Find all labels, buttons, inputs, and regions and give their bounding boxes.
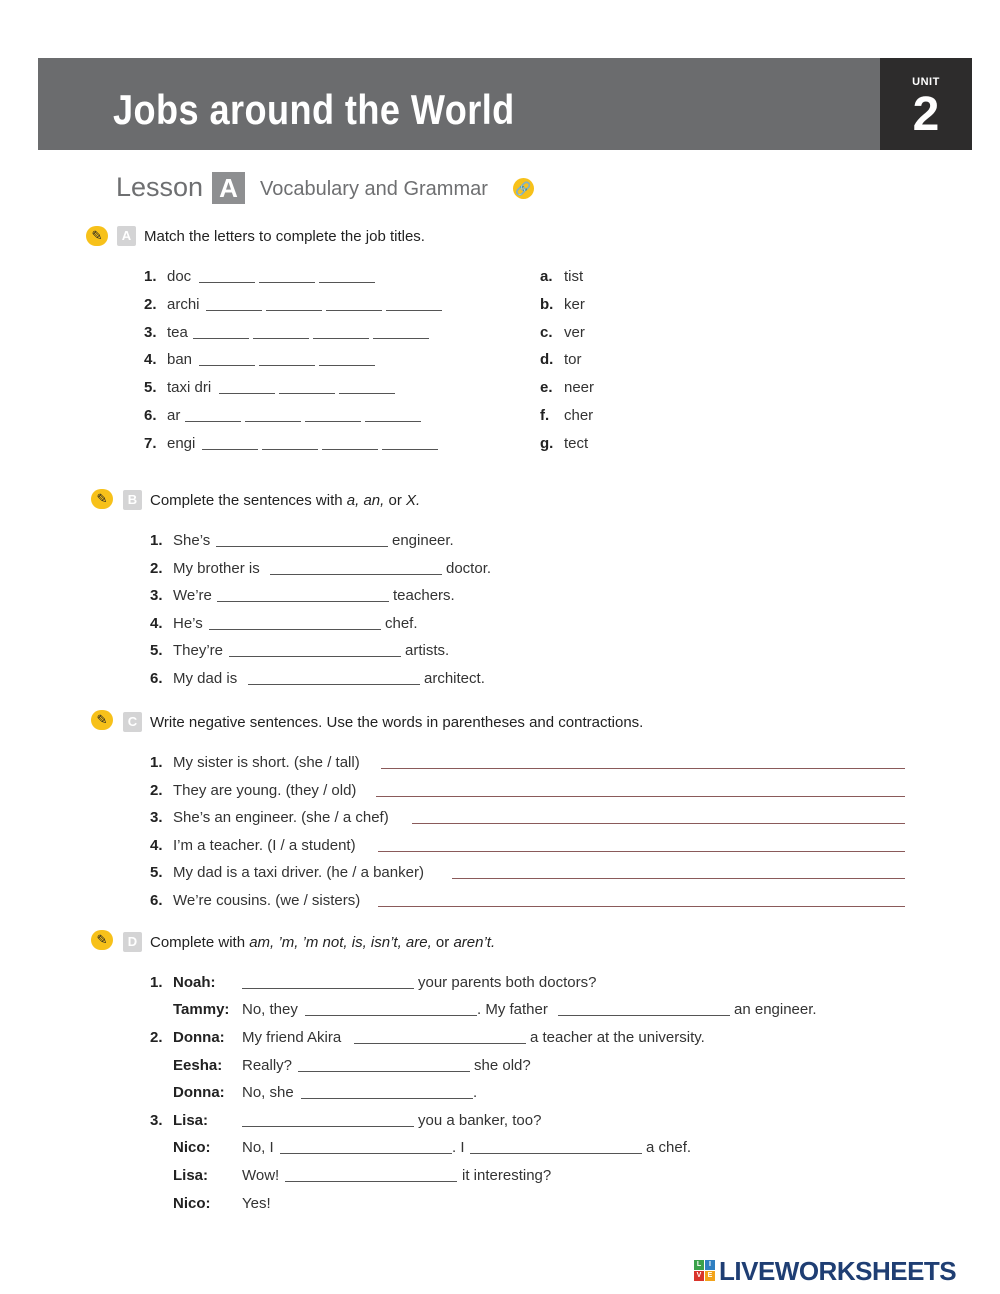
- answer-blank[interactable]: [262, 449, 318, 450]
- answer-blank[interactable]: [206, 310, 262, 311]
- answer-blank[interactable]: [253, 338, 309, 339]
- item-number: 3.: [150, 809, 163, 826]
- answer-blank[interactable]: [339, 393, 395, 394]
- prompt-text: They are young. (they / old): [173, 782, 357, 799]
- answer-blank[interactable]: [301, 1098, 473, 1099]
- option-letter: f.: [540, 407, 550, 424]
- lesson-letter: A: [212, 172, 245, 204]
- answer-blank[interactable]: [319, 365, 375, 366]
- dialog-text: an engineer.: [734, 1001, 817, 1018]
- answer-blank[interactable]: [270, 574, 442, 575]
- option-text: tist: [564, 268, 584, 285]
- answer-blank[interactable]: [242, 988, 414, 989]
- section-b-letter: B: [123, 490, 142, 510]
- dialog-text: No, I: [242, 1139, 274, 1156]
- item-number: 2.: [144, 296, 157, 313]
- speaker-name: Lisa:: [173, 1167, 209, 1184]
- item-number: 4.: [144, 351, 157, 368]
- dialog-text: it interesting?: [462, 1167, 552, 1184]
- answer-line[interactable]: [378, 851, 905, 852]
- dialog-text: your parents both doctors?: [418, 974, 597, 991]
- answer-blank[interactable]: [279, 393, 335, 394]
- lesson-subtitle: Vocabulary and Grammar: [260, 178, 488, 200]
- answer-blank[interactable]: [322, 449, 378, 450]
- prompt-text: She’s an engineer. (she / a chef): [173, 809, 389, 826]
- sentence-end: artists.: [405, 642, 450, 659]
- speaker-name: Nico:: [173, 1139, 211, 1156]
- answer-blank[interactable]: [298, 1071, 470, 1072]
- section-c-letter: C: [123, 712, 142, 732]
- unit-label: UNIT: [912, 76, 940, 88]
- answer-blank[interactable]: [199, 282, 255, 283]
- item-number: 1.: [144, 268, 157, 285]
- prompt-text: I’m a teacher. (I / a student): [173, 837, 356, 854]
- answer-blank[interactable]: [185, 421, 241, 422]
- section-a-letter: A: [117, 226, 136, 246]
- liveworksheets-logo-icon: L I V E: [694, 1260, 716, 1282]
- answer-blank[interactable]: [219, 393, 275, 394]
- option-letter: d.: [540, 351, 554, 368]
- item-number: 5.: [150, 864, 163, 881]
- option-letter: b.: [540, 296, 554, 313]
- option-text: neer: [564, 379, 595, 396]
- dialog-text: No, they: [242, 1001, 298, 1018]
- lesson-word: Lesson: [116, 172, 204, 202]
- prompt-text: My dad is a taxi driver. (he / a banker): [173, 864, 424, 881]
- item-number: 1.: [150, 532, 163, 549]
- sentence-start: We’re: [173, 587, 212, 604]
- edit-icon[interactable]: ✎: [91, 930, 113, 950]
- answer-line[interactable]: [452, 878, 905, 879]
- unit-number: 2: [912, 88, 940, 141]
- option-letter: e.: [540, 379, 553, 396]
- item-number: 4.: [150, 837, 163, 854]
- dialog-text: a chef.: [646, 1139, 692, 1156]
- answer-blank[interactable]: [216, 546, 388, 547]
- speaker-name: Tammy:: [173, 1001, 230, 1018]
- word-stem: archi: [167, 296, 200, 313]
- option-letter: a.: [540, 268, 553, 285]
- answer-blank[interactable]: [209, 629, 381, 630]
- word-stem: taxi dri: [167, 379, 212, 396]
- page-title: Jobs around the World: [113, 86, 515, 133]
- answer-blank[interactable]: [305, 1015, 477, 1016]
- edit-icon[interactable]: ✎: [86, 226, 108, 246]
- dialog-text: My friend Akira: [242, 1029, 342, 1046]
- dialog-text: No, she: [242, 1084, 294, 1101]
- answer-blank[interactable]: [280, 1153, 452, 1154]
- sentence-end: engineer.: [392, 532, 454, 549]
- dialog-text: . My father: [477, 1001, 548, 1018]
- section-b-instruction: Complete the sentences with a, an, or X.: [150, 492, 421, 509]
- option-letter: c.: [540, 324, 553, 341]
- section-a-instruction: Match the letters to complete the job titles.: [144, 228, 425, 245]
- answer-blank[interactable]: [354, 1043, 526, 1044]
- prompt-text: My sister is short. (she / tall): [173, 754, 360, 771]
- answer-blank[interactable]: [199, 365, 255, 366]
- dialog-text: Yes!: [242, 1195, 271, 1212]
- dialog-text: . I: [452, 1139, 465, 1156]
- word-stem: engi: [167, 435, 196, 452]
- item-number: 3.: [144, 324, 157, 341]
- item-number: 2.: [150, 1029, 163, 1046]
- answer-blank[interactable]: [266, 310, 322, 311]
- edit-icon[interactable]: ✎: [91, 710, 113, 730]
- dialog-text: you a banker, too?: [418, 1112, 542, 1129]
- answer-line[interactable]: [376, 796, 905, 797]
- speaker-name: Donna:: [173, 1029, 225, 1046]
- answer-blank[interactable]: [558, 1015, 730, 1016]
- answer-blank[interactable]: [248, 684, 420, 685]
- option-letter: g.: [540, 435, 554, 452]
- item-number: 6.: [144, 407, 157, 424]
- answer-blank[interactable]: [245, 421, 301, 422]
- dialog-text: Wow!: [242, 1167, 280, 1184]
- speaker-name: Lisa:: [173, 1112, 209, 1129]
- section-d-letter: D: [123, 932, 142, 952]
- dialog-text: she old?: [474, 1057, 531, 1074]
- answer-blank[interactable]: [217, 601, 389, 602]
- answer-blank[interactable]: [373, 338, 429, 339]
- edit-icon[interactable]: ✎: [91, 489, 113, 509]
- link-icon[interactable]: 🔗: [513, 178, 534, 199]
- word-stem: tea: [167, 324, 188, 341]
- sentence-end: chef.: [385, 615, 418, 632]
- item-number: 5.: [144, 379, 157, 396]
- answer-blank[interactable]: [259, 365, 315, 366]
- answer-line[interactable]: [412, 823, 905, 824]
- item-number: 6.: [150, 892, 163, 909]
- speaker-name: Eesha:: [173, 1057, 223, 1074]
- option-text: ker: [564, 296, 585, 313]
- answer-blank[interactable]: [319, 282, 375, 283]
- answer-blank[interactable]: [259, 282, 315, 283]
- item-number: 1.: [150, 754, 163, 771]
- footer-brand[interactable]: LIVEWORKSHEETS: [719, 1256, 957, 1286]
- answer-blank[interactable]: [326, 310, 382, 311]
- word-stem: ar: [167, 407, 181, 424]
- dialog-text: Really?: [242, 1057, 293, 1074]
- answer-line[interactable]: [381, 768, 905, 769]
- dialog-text: .: [473, 1084, 478, 1101]
- answer-blank[interactable]: [229, 656, 401, 657]
- item-number: 1.: [150, 974, 163, 991]
- answer-blank[interactable]: [470, 1153, 642, 1154]
- sentence-start: They’re: [173, 642, 224, 659]
- item-number: 3.: [150, 1112, 163, 1129]
- answer-blank[interactable]: [242, 1126, 414, 1127]
- answer-blank[interactable]: [313, 338, 369, 339]
- answer-blank[interactable]: [193, 338, 249, 339]
- sentence-start: My brother is: [173, 560, 260, 577]
- dialog-text: a teacher at the university.: [530, 1029, 705, 1046]
- sentence-start: He’s: [173, 615, 203, 632]
- prompt-text: We’re cousins. (we / sisters): [173, 892, 361, 909]
- section-d-instruction: Complete with am, ’m, ’m not, is, isn’t, are, or aren’t.: [150, 934, 496, 951]
- speaker-name: Nico:: [173, 1195, 211, 1212]
- answer-blank[interactable]: [365, 421, 421, 422]
- option-text: ver: [564, 324, 585, 341]
- answer-blank[interactable]: [386, 310, 442, 311]
- unit-badge: [880, 58, 972, 150]
- answer-blank[interactable]: [202, 449, 258, 450]
- speaker-name: Noah:: [173, 974, 216, 991]
- word-stem: doc: [167, 268, 192, 285]
- item-number: 6.: [150, 670, 163, 687]
- sentence-end: teachers.: [393, 587, 455, 604]
- sentence-end: architect.: [424, 670, 485, 687]
- answer-line[interactable]: [378, 906, 905, 907]
- section-c-instruction: Write negative sentences. Use the words in parentheses and contractions.: [150, 714, 644, 731]
- option-text: tect: [564, 435, 589, 452]
- item-number: 3.: [150, 587, 163, 604]
- word-stem: ban: [167, 351, 193, 368]
- answer-blank[interactable]: [285, 1181, 457, 1182]
- item-number: 5.: [150, 642, 163, 659]
- speaker-name: Donna:: [173, 1084, 225, 1101]
- answer-blank[interactable]: [305, 421, 361, 422]
- item-number: 2.: [150, 560, 163, 577]
- option-text: tor: [564, 351, 582, 368]
- sentence-end: doctor.: [446, 560, 492, 577]
- sentence-start: She’s: [173, 532, 211, 549]
- sentence-start: My dad is: [173, 670, 238, 687]
- item-number: 7.: [144, 435, 157, 452]
- option-text: cher: [564, 407, 594, 424]
- answer-blank[interactable]: [382, 449, 438, 450]
- item-number: 4.: [150, 615, 163, 632]
- item-number: 2.: [150, 782, 163, 799]
